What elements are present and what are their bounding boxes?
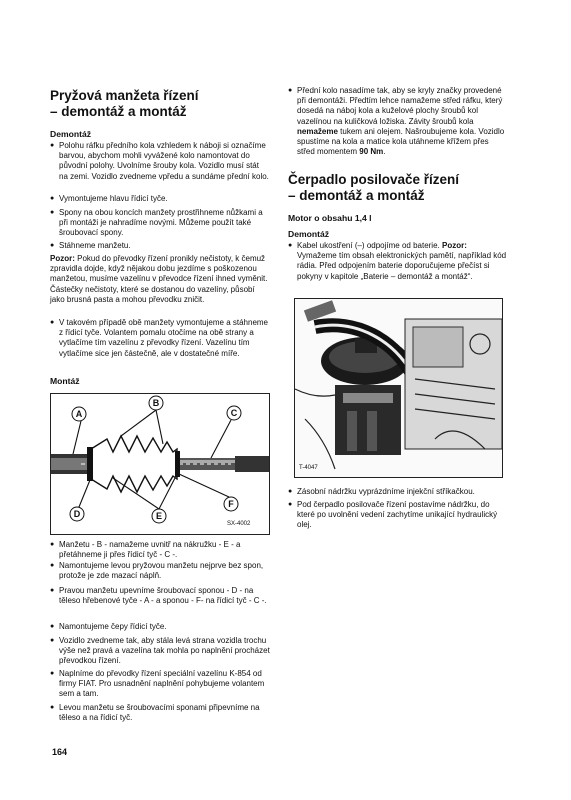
engine-heading: Motor o obsahu 1,4 l [288,213,372,223]
montaz-heading: Montáž [50,376,80,386]
steering-boot-diagram [50,393,270,535]
clamp-f [175,451,180,477]
warning-note: Pozor: Pokud do převodky řízení pronikly nečistoty, k čemuž zpravidla dojde, když nějakou dobu jezdíme s poškozenou manžetou, musíme vazelínu v převodce řízení ihned vyměnit. Částečky nečistoty, které se dostanou do vazelíny, působí jako brusná pasta a mohou převodku zničit. [50,254,268,304]
list-item: ● Namontujeme levou pryžovou manžetu nejprve bez spon, protože je zde mazací náplň. [50,561,270,581]
list-item: ● Pod čerpadlo posilovače řízení postavíme nádržku, do které po uvolnění vedení zachytíme unikající hydraulický olej. [288,500,508,531]
list-item: ● Stáhneme manžetu. [50,241,270,251]
callout-e: E [155,511,163,521]
boot-drawing [51,394,269,534]
list-item: ● Manžetu - B - namažeme uvnitř na nákružku - E - a přetáhneme ji přes řídicí tyč - C -. [50,540,270,560]
list-item: ● Polohu ráfku předního kola vzhledem k náboji si označíme barvou, abychom mohli vyvážené kolo namontovat do původní polohy. Uvolníme šrouby kola. Vozidlo musí stát na zemi. Vozidlo zvedneme vpředu a sundáme přední kolo. [50,141,270,182]
list-item: ● Levou manžetu se šroubovacími sponami připevníme na těleso a na řídicí tyč. [50,703,270,723]
list-item: ● Kabel ukostření (–) odpojíme od baterie. Pozor: Vymažeme tím obsah elektronických pamětí, například kód rádia. Před odpojením baterie doporučujeme přečíst si pokyny v kapitole „Baterie – demontáž a montáž“. [288,241,508,282]
list-item: ● V takovém případě obě manžety vymontujeme a stáhneme z řídicí tyče. Volantem pomalu otočíme na obě strany a vytlačíme tím vazelínu z převodky řízení. Vazelínu tím vytlačíme sice jen částečně, ale v dostatečné míře. [50,318,270,359]
demontaz-heading-2: Demontáž [288,229,330,239]
photo-code: T-4047 [299,465,318,471]
list-item: ● Vymontujeme hlavu řídicí tyče. [50,194,270,204]
callout-b: B [152,398,160,408]
clamp-d [87,447,93,481]
engine-bay-photo [294,298,503,478]
callout-c: C [230,408,238,418]
section-title-pump: Čerpadlo posilovače řízení – demontáž a montáž [288,172,460,203]
callout-d: D [73,509,81,519]
list-item: ● Naplníme do převodky řízení speciální vazelínu K-854 od firmy FIAT. Pro usnadnění naplnění pohybujeme volantem sem a tam. [50,669,270,700]
list-item: ● Pravou manžetu upevníme šroubovací sponou - D - na těleso hřebenové tyče - A - a sponou - F- na řídicí tyč - C -. [50,586,270,606]
callout-a: A [75,409,83,419]
tie-rod [177,458,235,470]
list-item: ● Zásobní nádržku vyprázdníme injekční stříkačkou. [288,487,508,497]
callout-f: F [228,499,234,509]
list-item: ● Přední kolo nasadíme tak, aby se kryly značky provedené při demontáži. Předtím lehce namažeme střed ráfku, který dosedá na náboj kola a kuželové plochy šroubů kol vazelínou na kuličková ložiska. Závity šroubů kola nemažeme tukem ani olejem. Našroubujeme kola. Vozidlo spustíme na kola a matice kola utáhneme křížem přes střed momentem 90 Nm. [288,86,508,157]
engine-drawing [295,299,502,477]
list-item: ● Vozidlo zvedneme tak, aby stála levá strana vozidla trochu výše než pravá a vazelína tak mohla po naplnění procházet převodkou řízení. [50,636,270,667]
figure-code: SX-4002 [227,521,251,527]
list-item: ● Spony na obou koncích manžety prostřihneme nůžkami a při montáži je nahradíme novými. Můžeme použít také šroubovací spony. [50,208,270,239]
list-item: ● Namontujeme čepy řídicí tyče. [50,622,270,632]
page-number: 164 [52,747,68,757]
section-title-boot: Pryžová manžeta řízení – demontáž a montáž [50,88,199,119]
demontaz-heading: Demontáž [50,129,92,139]
